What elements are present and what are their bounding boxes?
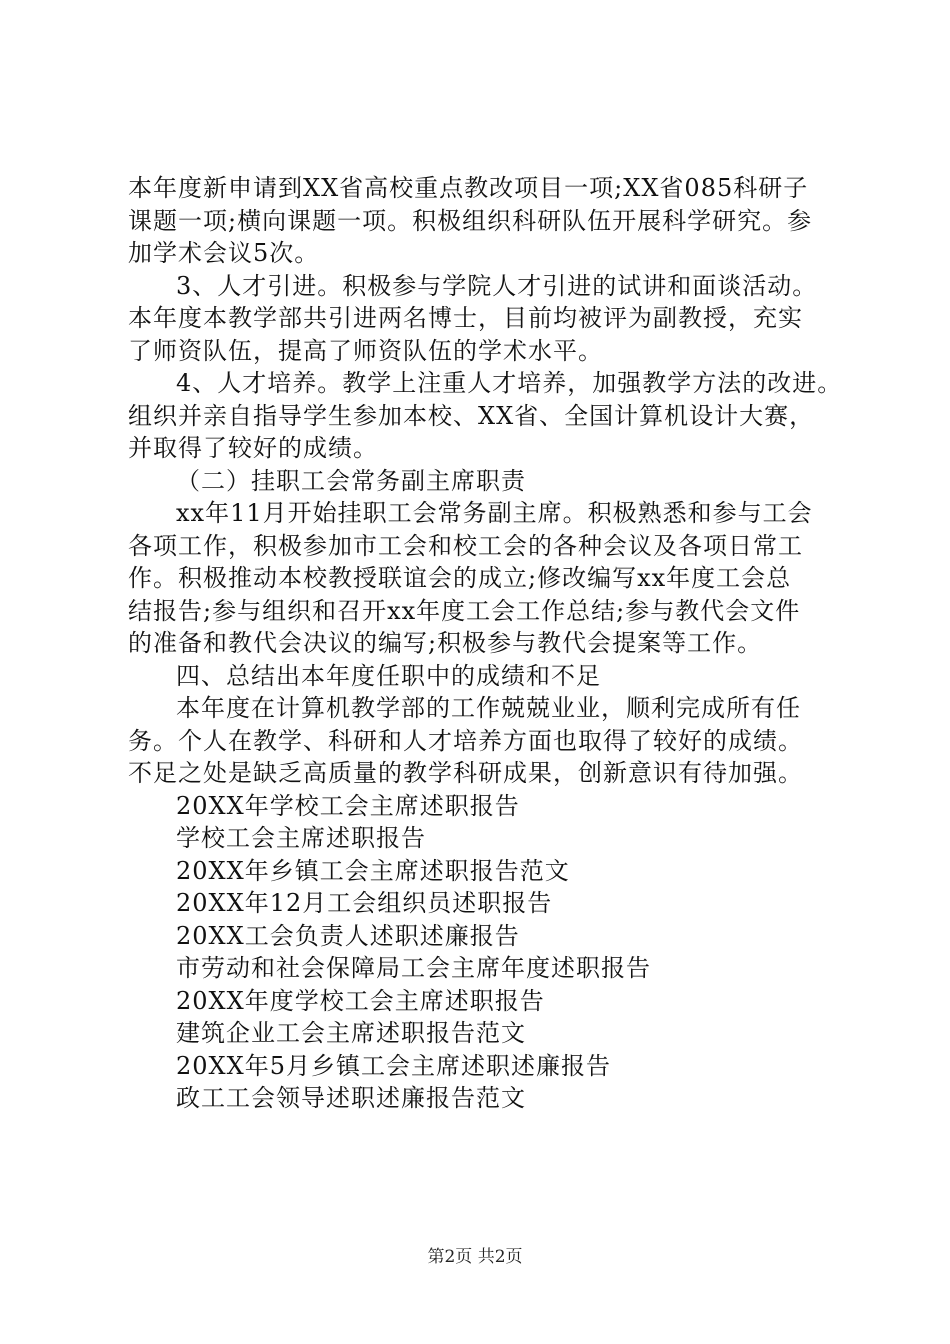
page-number-footer: 第2页 共2页	[427, 1247, 523, 1267]
body-line: 的准备和教代会决议的编写;积极参与教代会提案等工作。	[128, 629, 763, 657]
related-link[interactable]: 政工工会领导述职述廉报告范文	[176, 1084, 526, 1112]
body-line: 务。个人在教学、科研和人才培养方面也取得了较好的成绩。	[128, 726, 803, 755]
paragraph-union-duties: xx年11月开始挂职工会常务副主席。积极熟悉和参与工会	[176, 499, 813, 527]
document-body	[128, 172, 843, 1115]
related-link[interactable]: 20XX年度学校工会主席述职报告	[176, 986, 545, 1015]
paragraph-talent-introduction: 3、人才引进。积极参与学院人才引进的试讲和面谈活动。	[176, 271, 818, 300]
body-line: 了师资队伍，提高了师资队伍的学术水平。	[128, 336, 603, 365]
body-line: 作。积极推动本校教授联谊会的成立;修改编写xx年度工会总	[128, 564, 792, 592]
section-heading-summary: 四、总结出本年度任职中的成绩和不足	[176, 661, 601, 690]
related-link[interactable]: 20XX工会负责人述职述廉报告	[176, 921, 520, 950]
related-link[interactable]: 建筑企业工会主席述职报告范文	[176, 1019, 526, 1047]
body-line: 本年度新申请到XX省高校重点教改项目一项;XX省085科研子	[128, 174, 809, 202]
body-line: 各项工作，积极参加市工会和校工会的各种会议及各项日常工	[128, 531, 803, 560]
related-link[interactable]: 20XX年乡镇工会主席述职报告范文	[176, 856, 570, 885]
body-line: 不足之处是缺乏高质量的教学科研成果，创新意识有待加强。	[128, 759, 803, 787]
related-link[interactable]: 市劳动和社会保障局工会主席年度述职报告	[176, 954, 651, 982]
section-heading-union-role: （二）挂职工会常务副主席职责	[176, 466, 526, 495]
paragraph-talent-training: 4、人才培养。教学上注重人才培养，加强教学方法的改进。	[176, 369, 843, 397]
related-link[interactable]: 20XX年12月工会组织员述职报告	[176, 889, 553, 917]
body-line: 结报告;参与组织和召开xx年度工会工作总结;参与教代会文件	[128, 596, 801, 625]
body-line: 课题一项;横向课题一项。积极组织科研队伍开展科学研究。参	[128, 206, 813, 235]
body-line: 组织并亲自指导学生参加本校、XX省、全国计算机设计大赛，	[128, 401, 815, 430]
body-line: 并取得了较好的成绩。	[128, 434, 378, 462]
body-line: 本年度本教学部共引进两名博士，目前均被评为副教授，充实	[128, 304, 803, 332]
paragraph-summary: 本年度在计算机教学部的工作兢兢业业，顺利完成所有任	[176, 694, 801, 722]
body-line: 加学术会议5次。	[128, 239, 320, 267]
related-link[interactable]: 20XX年5月乡镇工会主席述职述廉报告	[176, 1051, 611, 1080]
related-link[interactable]: 学校工会主席述职报告	[176, 824, 426, 852]
related-link[interactable]: 20XX年学校工会主席述职报告	[176, 791, 520, 820]
